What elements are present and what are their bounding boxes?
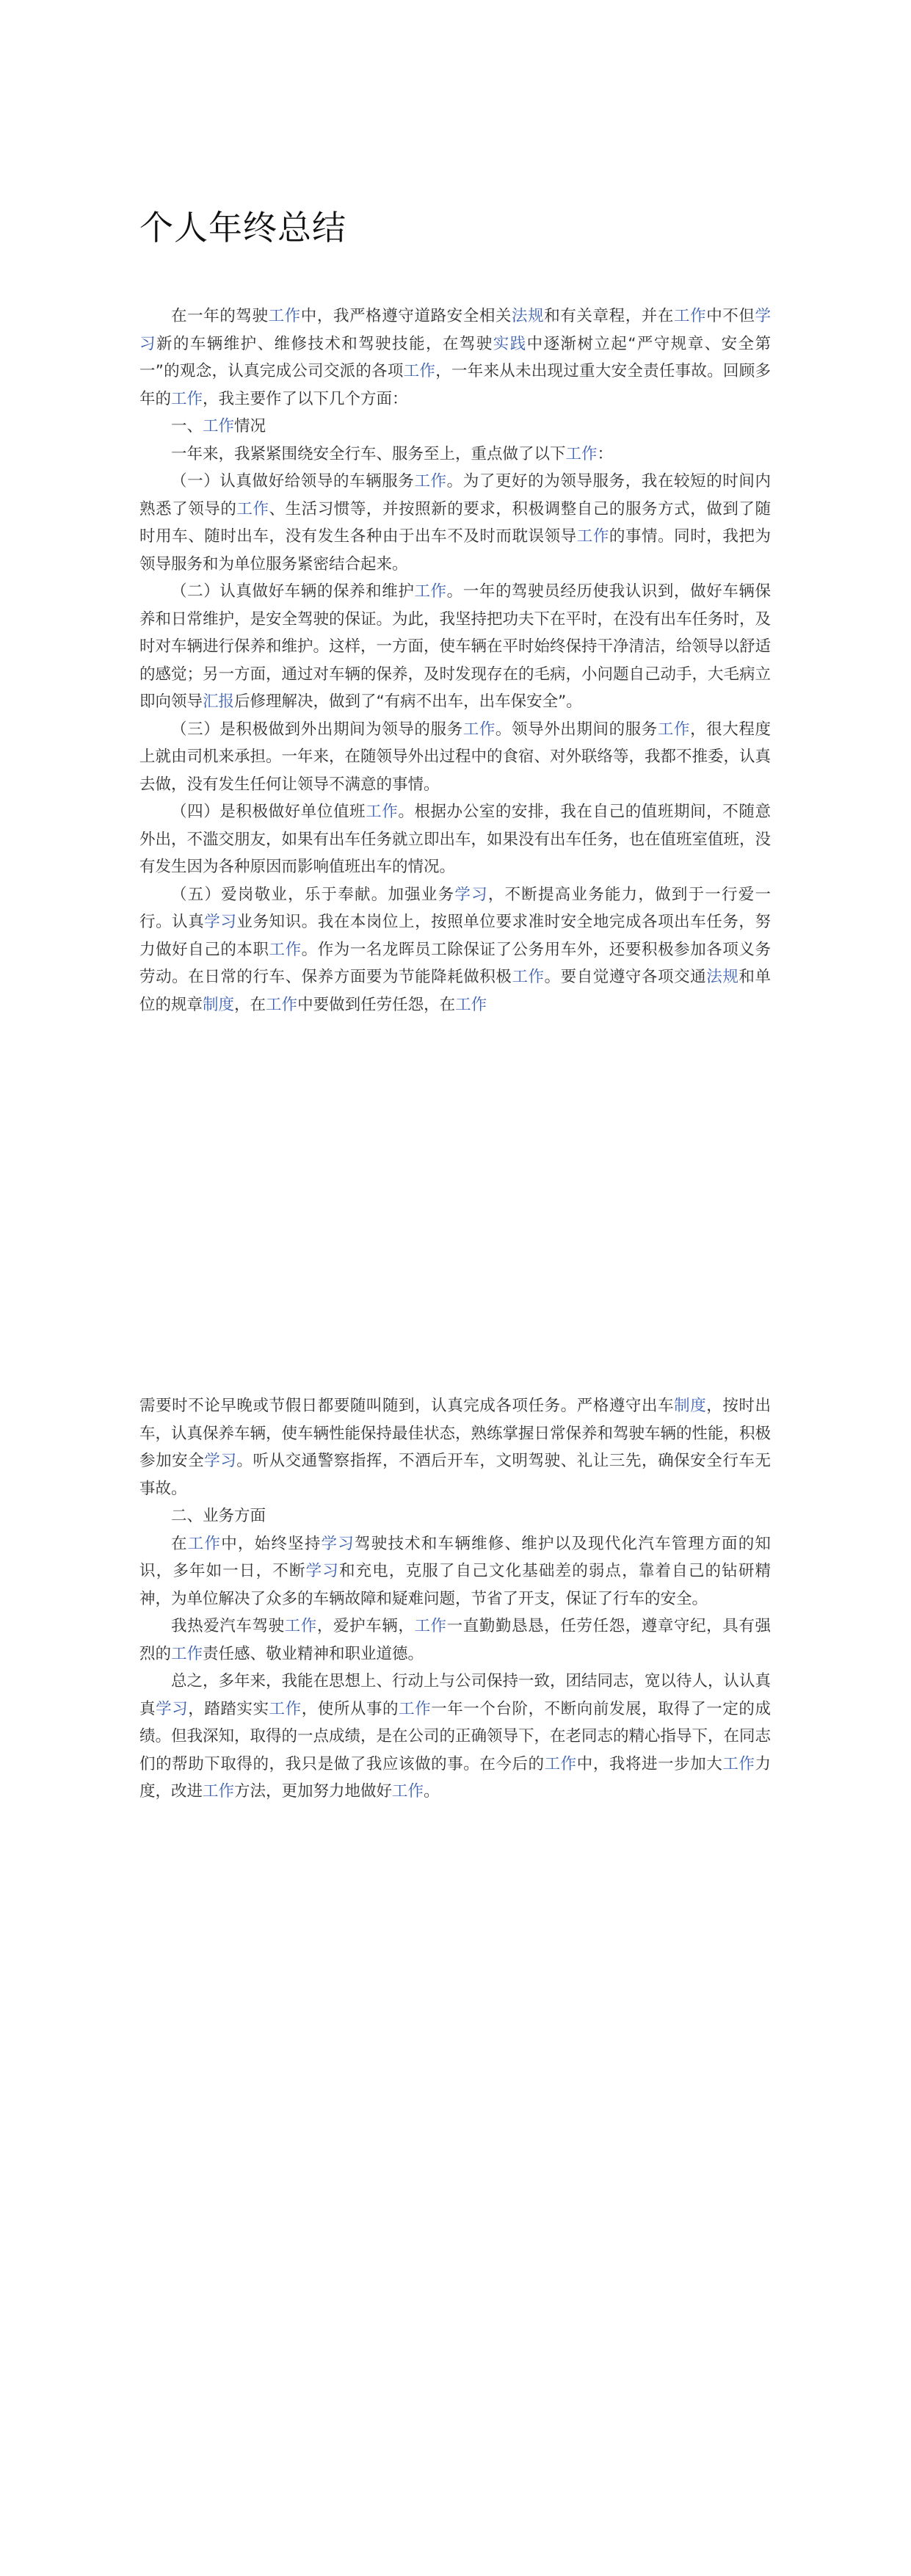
paragraph-text: ，踏踏实实 bbox=[188, 1699, 269, 1718]
keyword-text: 工作 bbox=[544, 1754, 577, 1773]
keyword-text: 工作 bbox=[455, 995, 487, 1014]
keyword-text: 工作 bbox=[284, 1617, 317, 1635]
paragraph-text: 责任感、敬业精神和职业道德。 bbox=[203, 1644, 424, 1663]
paragraph-text: 在一年的驾驶 bbox=[171, 307, 269, 325]
paragraph-text: 业务知识。我在本岗位上，按照单位要求准时安全地完成各项出车任务，努力做好自己的本职 bbox=[139, 913, 771, 959]
paragraph bbox=[139, 303, 771, 413]
document-title: 个人年终总结 bbox=[139, 208, 346, 247]
paragraph bbox=[139, 1530, 771, 1613]
paragraph-text: ，一年来从未出现过重大安全责任事故。回顾多年的 bbox=[139, 362, 771, 408]
keyword-text: 工作 bbox=[403, 362, 436, 380]
keyword-text: 工作 bbox=[414, 1617, 447, 1635]
paragraph bbox=[139, 468, 771, 578]
paragraph-text: 、生活习惯等，并按照新的要求，积极调整自己的服务方式，做到了随时用车、随时出车，没有发生各种由于出车不及时而耽误领导 bbox=[139, 499, 771, 546]
keyword-text: 工作 bbox=[203, 1782, 235, 1801]
body-section-page-two bbox=[139, 1392, 771, 1806]
keyword-text: 法规 bbox=[706, 968, 739, 986]
keyword-text: 工作 bbox=[236, 499, 269, 518]
keyword-text: 制度 bbox=[674, 1397, 707, 1415]
paragraph-text: 。要自觉遵守各项交通 bbox=[544, 968, 707, 986]
keyword-text: 工作 bbox=[576, 527, 609, 546]
keyword-text: 工作 bbox=[268, 307, 301, 325]
keyword-text: 学习 bbox=[204, 1452, 237, 1470]
paragraph-text: 后修理解决，做到了“有病不出车，出车保安全”。 bbox=[234, 692, 582, 711]
keyword-text: 法规 bbox=[512, 307, 545, 325]
paragraph-text: ，按时出车，认真保养车辆，使车辆性能保持最佳状态，熟练掌握日常保养和驾驶车辆的性能，积极参加安全 bbox=[139, 1397, 772, 1470]
paragraph bbox=[139, 1502, 771, 1530]
paragraph-text: （二）认真做好车辆的保养和维护 bbox=[171, 582, 415, 601]
paragraph-text: 和充电，克服了自己文化基础差的弱点，靠着自己的钻研精神，为单位解决了众多的车辆故障和疑难问题，节省了开支，保证了行车的安全。 bbox=[139, 1562, 771, 1608]
paragraph-text: ： bbox=[597, 444, 614, 463]
keyword-text: 工作 bbox=[414, 582, 447, 601]
paragraph-text: 。一年的驾驶员经历使我认识到，做好车辆保养和日常维护，是安全驾驶的保证。为此，我坚持把功夫下在平时，在没有出车任务时，及时对车辆进行保养和维护。这样，一方面，使车辆在平时始终保持干净清洁，给领导以舒适的感觉；另一方面，通过对车辆的保养，及时发现存在的毛病，小问题自己动手，大毛病立即向领导 bbox=[139, 582, 772, 711]
keyword-text: 工作 bbox=[366, 803, 399, 821]
paragraph-text: 一直勤勤恳恳，任劳任怨，遵章守纪，具有强烈的 bbox=[139, 1617, 771, 1663]
paragraph-text: 。听从交通警察指挥，不酒后开车，文明驾驶、礼让三先，确保安全行车无事故。 bbox=[139, 1452, 771, 1498]
paragraph bbox=[139, 578, 771, 716]
keyword-text: 学习 bbox=[204, 913, 237, 931]
paragraph-text: （五）爱岗敬业，乐于奉献。加强业务 bbox=[171, 885, 455, 904]
paragraph bbox=[139, 798, 771, 881]
paragraph-text: 。为了更好的为领导服务，我在较短的时间内熟悉了领导的 bbox=[139, 472, 771, 518]
keyword-text: 学习 bbox=[321, 1534, 355, 1553]
keyword-text: 学习 bbox=[305, 1562, 339, 1580]
keyword-text: 工作 bbox=[187, 1534, 222, 1553]
keyword-text: 汇报 bbox=[203, 692, 235, 711]
paragraph-text: 中逐渐树立起“严守规章、安全第一”的观念，认真完成公司交派的各项 bbox=[139, 334, 771, 380]
paragraph-text: 力度，改进 bbox=[139, 1754, 771, 1801]
paragraph bbox=[139, 1392, 771, 1502]
paragraph-text: （三）是积极做到外出期间为领导的服务 bbox=[171, 720, 463, 739]
paragraph-text: ，使所从事的 bbox=[301, 1699, 399, 1718]
paragraph-text: 的事情。同时，我把为领导服务和为单位服务紧密结合起来。 bbox=[139, 527, 771, 574]
keyword-text: 工作 bbox=[269, 1699, 302, 1718]
keyword-text: 工作 bbox=[266, 995, 298, 1014]
paragraph-text: 中，始终坚持 bbox=[221, 1534, 322, 1553]
paragraph-text: 一、 bbox=[171, 417, 203, 435]
paragraph-text: 新的车辆维护、维修技术和驾驶技能，在驾驶 bbox=[156, 334, 493, 353]
paragraph-text: 情况 bbox=[234, 417, 266, 435]
paragraph-text: 一年来，我紧紧围绕安全行车、服务至上，重点做了以下 bbox=[171, 444, 566, 463]
paragraph-text: 。根据办公室的安排，我在自己的值班期间，不随意外出，不滥交朋友，如果有出车任务就立即出车，如果没有出车任务，也在值班室值班，没有发生因为各种原因而影响值班出车的情况。 bbox=[139, 803, 772, 876]
paragraph-text: 驾驶技术和车辆维修、维护以及现代化汽车管理方面的知识，多年如一日，不断 bbox=[139, 1534, 771, 1580]
paragraph-text: ，爱护车辆， bbox=[316, 1617, 415, 1635]
paragraph bbox=[139, 413, 771, 441]
paragraph-text: 。 bbox=[424, 1782, 440, 1801]
paragraph-text: 中，我将进一步加大 bbox=[576, 1754, 723, 1773]
keyword-text: 工作 bbox=[399, 1699, 432, 1718]
keyword-text: 实践 bbox=[493, 334, 527, 353]
paragraph bbox=[139, 716, 771, 799]
paragraph-text: 需要时不论早晚或节假日都要随叫随到，认真完成各项任务。严格遵守出车 bbox=[139, 1397, 675, 1415]
paragraph-text: ，很大程度上就由司机来承担。一年来，在随领导外出过程中的食宿、对外联络等，我都不推委，认真去做，没有发生任何让领导不满意的事情。 bbox=[139, 720, 772, 794]
keyword-text: 学习 bbox=[156, 1699, 189, 1718]
paragraph-text: 在 bbox=[171, 1534, 188, 1553]
paragraph-text: 中不但 bbox=[706, 307, 755, 325]
body-section-page-one bbox=[139, 303, 771, 1019]
keyword-text: 工作 bbox=[171, 389, 203, 408]
paragraph-text: 。作为一名龙晖员工除保证了公务用车外，还要积极参加各项义务劳动。在日常的行车、保养方面要为节能降耗做积极 bbox=[139, 940, 771, 986]
paragraph bbox=[139, 1668, 771, 1806]
paragraph-text: ，在 bbox=[234, 995, 266, 1014]
keyword-text: 制度 bbox=[203, 995, 235, 1014]
keyword-text: 工作 bbox=[722, 1754, 755, 1773]
keyword-text: 工作 bbox=[203, 417, 235, 435]
paragraph bbox=[139, 441, 771, 468]
keyword-text: 学习 bbox=[454, 885, 488, 904]
keyword-text: 工作 bbox=[392, 1782, 424, 1801]
keyword-text: 学习 bbox=[139, 307, 771, 353]
keyword-text: 工作 bbox=[269, 940, 302, 959]
paragraph-text: 二、业务方面 bbox=[171, 1507, 266, 1525]
keyword-text: 工作 bbox=[462, 720, 496, 739]
keyword-text: 工作 bbox=[673, 307, 707, 325]
paragraph-text: 方法，更加努力地做好 bbox=[234, 1782, 393, 1801]
paragraph-text: （四）是积极做好单位值班 bbox=[171, 803, 366, 821]
paragraph-text: 中要做到任劳任怨，在 bbox=[297, 995, 456, 1014]
paragraph-text: ，我主要作了以下几个方面： bbox=[203, 389, 408, 408]
paragraph-text: 总之，多年来，我能在思想上、行动上与公司保持一致，团结同志，宽以待人，认认真真 bbox=[139, 1672, 772, 1718]
paragraph-text: 一年一个台阶，不断向前发展，取得了一定的成绩。但我深知，取得的一点成绩，是在公司的正确领导下，在老同志的精心指导下，在同志们的帮助下取得的，我只是做了我应该做的事。在今后的 bbox=[139, 1699, 772, 1773]
keyword-text: 工作 bbox=[565, 444, 598, 463]
paragraph-text: 和有关章程，并在 bbox=[544, 307, 674, 325]
paragraph-text: 。领导外出期间的服务 bbox=[495, 720, 658, 739]
keyword-text: 工作 bbox=[171, 1644, 203, 1663]
paragraph-text: ，不断提高业务能力，做到于一行爱一行。认真 bbox=[139, 885, 771, 931]
paragraph-text: 和单位的规章 bbox=[139, 968, 771, 1014]
paragraph-text: 中，我严格遵守道路安全相关 bbox=[300, 307, 512, 325]
paragraph-text: 我热爱汽车驾驶 bbox=[171, 1617, 285, 1635]
keyword-text: 工作 bbox=[657, 720, 691, 739]
keyword-text: 工作 bbox=[512, 968, 545, 986]
keyword-text: 工作 bbox=[414, 472, 447, 491]
paragraph bbox=[139, 1613, 771, 1668]
paragraph-text: （一）认真做好给领导的车辆服务 bbox=[171, 472, 415, 491]
paragraph bbox=[139, 881, 771, 1019]
